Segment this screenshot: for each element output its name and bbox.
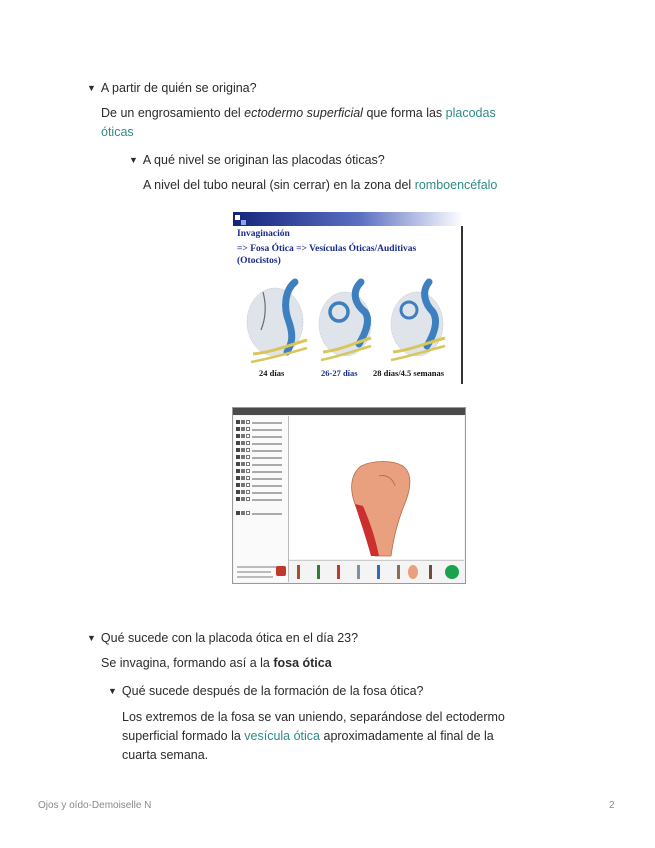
answer-origin: De un engrosamiento del ectodermo superficial que forma las placodas óticas bbox=[101, 106, 496, 139]
answer-after-fosa: Los extremos de la fosa se van uniendo, separándose del ectodermo superficial formado la vesícula ótica aproximadamente al final de la cuarta semana. bbox=[122, 710, 505, 762]
list-item bbox=[236, 469, 288, 474]
bold-fosa-otica: fosa ótica bbox=[273, 656, 332, 670]
answer-level: A nivel del tubo neural (sin cerrar) en la zona del romboencéfalo bbox=[143, 178, 498, 192]
link-vesicula-otica[interactable]: vesícula ótica bbox=[244, 729, 321, 743]
list-item bbox=[236, 427, 288, 432]
toggle-triangle-icon[interactable]: ▼ bbox=[87, 83, 96, 93]
toggle-question-origin[interactable] bbox=[87, 81, 257, 95]
toggle-question-day23[interactable] bbox=[87, 631, 358, 645]
list-item bbox=[236, 448, 288, 453]
toggle-triangle-icon[interactable]: ▼ bbox=[129, 155, 138, 165]
viewer-3d-canvas[interactable] bbox=[289, 416, 464, 559]
viewer-logo-icon bbox=[276, 566, 286, 576]
list-item bbox=[236, 434, 288, 439]
figure-invagination-slide bbox=[233, 212, 463, 384]
otic-development-illustration bbox=[233, 212, 463, 384]
emphasis-ectodermo: ectodermo superficial bbox=[244, 106, 363, 120]
list-item bbox=[236, 420, 288, 425]
caption-24-dias: 24 días bbox=[259, 368, 285, 378]
list-item bbox=[236, 490, 288, 495]
figure-3d-viewer-screenshot bbox=[232, 407, 466, 584]
link-placodas[interactable]: placodas bbox=[445, 106, 496, 120]
list-item bbox=[236, 455, 288, 460]
toggle-question-level[interactable] bbox=[129, 153, 385, 167]
viewer-structure-list bbox=[234, 416, 289, 582]
footer-document-title: Ojos y oído-Demoiselle N bbox=[38, 800, 152, 811]
slide-title-line3: (Otocistos) bbox=[237, 256, 281, 266]
list-item bbox=[236, 462, 288, 467]
link-romboencefalo[interactable]: romboencéfalo bbox=[414, 178, 498, 192]
list-item bbox=[236, 441, 288, 446]
toggle-triangle-icon[interactable]: ▼ bbox=[87, 633, 96, 643]
footer-page-number: 2 bbox=[609, 800, 615, 811]
question-text: A qué nivel se originan las placodas óticas? bbox=[142, 153, 385, 167]
toggle-question-after-fosa[interactable] bbox=[108, 684, 424, 698]
question-text: Qué sucede después de la formación de la fosa ótica? bbox=[121, 684, 424, 698]
toggle-triangle-icon[interactable]: ▼ bbox=[108, 686, 117, 696]
answer-day23: Se invagina, formando así a la fosa ótica bbox=[101, 656, 332, 670]
thumbnail-icons bbox=[289, 561, 464, 583]
viewer-title-bar bbox=[233, 408, 465, 415]
question-text: Qué sucede con la placoda ótica en el día 23? bbox=[100, 631, 359, 645]
caption-28-dias: 28 días/4.5 semanas bbox=[373, 368, 445, 378]
list-item bbox=[236, 511, 288, 516]
link-oticas[interactable]: óticas bbox=[101, 125, 134, 139]
slide-title-line2: => Fosa Ótica => Vesículas Óticas/Auditivas bbox=[237, 244, 417, 254]
caption-26-27-dias: 26-27 días bbox=[321, 368, 358, 378]
list-item bbox=[236, 497, 288, 502]
slide-title-line1: Invaginación bbox=[237, 229, 290, 239]
question-text: A partir de quién se origina? bbox=[100, 81, 257, 95]
list-item bbox=[236, 476, 288, 481]
list-item bbox=[236, 483, 288, 488]
embryo-3d-model bbox=[289, 416, 464, 559]
viewer-thumbnail-strip bbox=[289, 560, 464, 583]
